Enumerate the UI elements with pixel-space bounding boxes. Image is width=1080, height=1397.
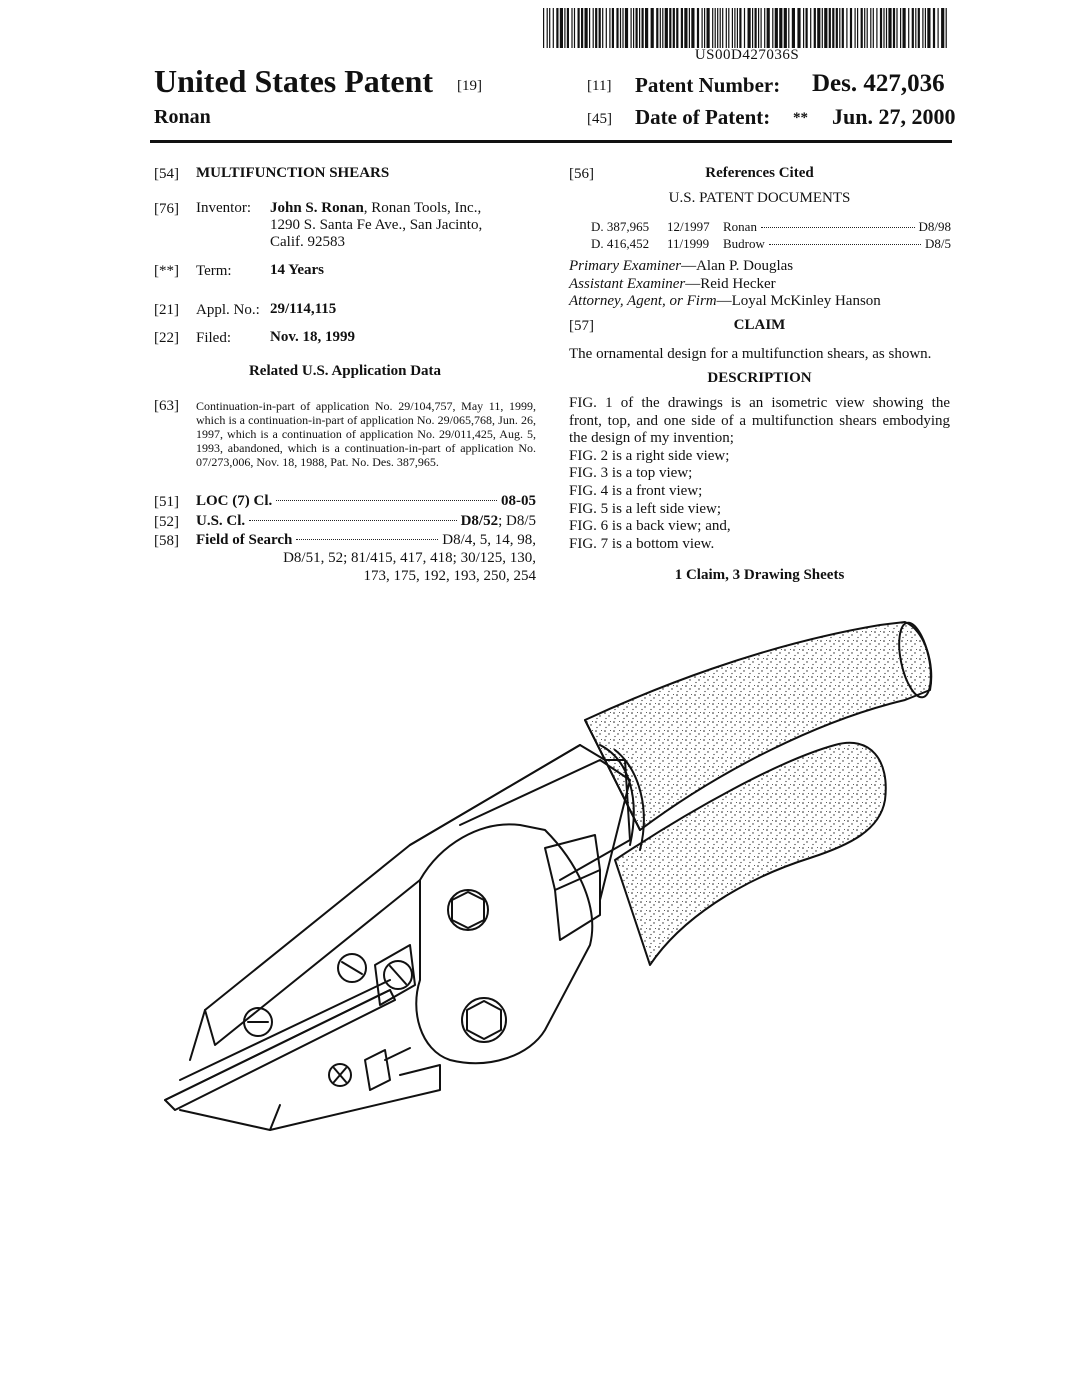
barcode-bar [633,8,634,48]
description-line: FIG. 5 is a left side view; [569,500,722,517]
barcode-bar [908,8,909,48]
barcode-bar [938,8,939,48]
field-search-line1: D8/4, 5, 14, 98, [442,532,536,548]
filed-code: [22] [154,330,179,346]
description-line: FIG. 4 is a front view; [569,482,703,499]
claim-text: The ornamental design for a multifunction shears, as shown. [569,346,932,362]
barcode-bar [788,8,789,48]
barcode-bar [873,8,874,48]
examiners-block [569,258,881,311]
refs-list [591,219,951,252]
barcode-bar [662,8,663,48]
barcode-bar [792,8,795,48]
barcode-bar [547,8,548,48]
barcode-bar [832,8,834,48]
continuation-code: [63] [154,398,179,414]
barcode-bar [836,8,838,48]
barcode-bar [737,8,738,48]
barcode-bar [739,8,741,48]
appl-code: [21] [154,302,179,318]
barcode-bar [574,8,575,48]
loc-code: [51] [154,494,179,510]
inventor-address: 1290 S. Santa Fe Ave., San Jacinto, [270,217,483,233]
barcode-bar [772,8,773,48]
barcode-bar [752,8,753,48]
field-search-line2: D8/51, 52; 81/415, 417, 418; 30/125, 130, [283,550,536,566]
barcode-bar [715,8,716,48]
barcode-bar [824,8,827,48]
barcode-bar [689,8,690,48]
barcode-bar [775,8,778,48]
barcode-bar [697,8,699,48]
primary-examiner: —Alan P. Douglas [681,258,794,274]
barcode-bar [744,8,745,48]
barcode-bar [645,8,648,48]
inventor-surname: Ronan [154,106,211,128]
barcode-bar [779,8,782,48]
barcode-bar [651,8,654,48]
leader-dots [249,520,456,521]
leader-dots [761,227,915,228]
barcode-bar [817,8,820,48]
us-class-label: U.S. Cl. [196,513,246,529]
barcode-bar [814,8,816,48]
barcode-bar [839,8,840,48]
header-divider [150,140,952,143]
description-heading: DESCRIPTION [707,370,812,386]
barcode-bar [728,8,729,48]
continuation-text: Continuation-in-part of application No. 29/104,757, May 11, 1999, which is a continuation-in-part of application No. 29/065,768, Jun. 26, 1997, which is a continuation of application No. 29/011,425, Aug. 5, 1993, abandoned, which is a continuation-in-part of application No. 07/273,006, Nov. 18, 1988, Pat. No. Des. 387,965. [196,399,536,469]
barcode-bar [784,8,787,48]
barcode-bar [702,8,703,48]
barcode-bar [712,8,713,48]
attorney-label: Attorney, Agent, or Firm [569,293,717,309]
barcode-bar [797,8,800,48]
barcode-bar [876,8,877,48]
barcode-bar [609,8,610,48]
term-label: Term: [196,263,232,279]
barcode-bar [829,8,831,48]
barcode-bar [925,8,926,48]
barcode-bar [660,8,661,48]
barcode-bar [599,8,601,48]
barcode-bar [556,8,558,48]
barcode-bar [806,8,808,48]
date-of-patent: Jun. 27, 2000 [832,104,956,129]
barcode-bar [578,8,580,48]
barcode-bar [606,8,607,48]
field-search-label: Field of Search [196,532,293,548]
barcode-bar [896,8,897,48]
barcode-bar [893,8,895,48]
barcode-bar [656,8,658,48]
loc-value: 08-05 [501,493,536,509]
barcode-bar [620,8,621,48]
barcode-bar [581,8,583,48]
term-code: [**] [154,263,179,279]
patent-number: Des. 427,036 [812,70,945,97]
us-class-secondary: ; D8/5 [498,513,536,529]
barcode-bar [567,8,569,48]
barcode-bar [684,8,687,48]
barcode-bar [883,8,884,48]
barcode-bar [631,8,632,48]
barcode-number: US00D427036S [694,47,800,63]
invention-title: MULTIFUNCTION SHEARS [196,165,390,181]
barcode-bar [864,8,865,48]
barcode-bar [639,8,640,48]
refs-subheading: U.S. PATENT DOCUMENTS [668,190,851,206]
inventor-name: John S. Ronan [270,200,364,216]
barcode-bar [861,8,863,48]
barcode-bar [589,8,590,48]
barcode-bar [593,8,594,48]
shears-drawing [150,610,950,1150]
barcode-bar [903,8,906,48]
barcode-bar [915,8,916,48]
barcode-bar [543,8,544,48]
barcode-bar [722,8,723,48]
barcode-bar [755,8,757,48]
barcode-bar [571,8,572,48]
ref-name: Ronan [723,219,757,234]
barcode-bar [595,8,597,48]
term-value: 14 Years [270,262,325,278]
barcode-bar [665,8,668,48]
claims-sheets-count: 1 Claim, 3 Drawing Sheets [674,567,845,583]
barcode-bar [855,8,856,48]
us-class-row [196,513,536,530]
barcode-bar [810,8,811,48]
barcode-bar [691,8,694,48]
date-label: Date of Patent: [635,105,771,129]
ref-date: 11/1999 [667,236,710,251]
barcode-bar [767,8,770,48]
barcode-bar [748,8,751,48]
inventor-code: [76] [154,201,179,217]
barcode-bar [857,8,858,48]
barcode-bar [560,8,563,48]
loc-row [196,493,536,510]
barcode-bar [850,8,852,48]
inventor-company: , Ronan Tools, Inc., [363,200,482,216]
barcode-bar [564,8,565,48]
barcode-bar [720,8,721,48]
barcode-bar [734,8,735,48]
claim-code: [57] [569,318,594,334]
assistant-examiner: —Reid Hecker [685,275,776,292]
appl-label: Appl. No.: [196,302,260,318]
leader-dots [769,244,921,245]
barcode-bar [673,8,675,48]
barcode-bar [717,8,718,48]
description-line: FIG. 3 is a top view; [569,465,693,482]
description-line: FIG. 1 of the drawings is an isometric view showing the [569,395,950,411]
barcode-bar [616,8,618,48]
filed-date: Nov. 18, 1999 [270,329,356,345]
ref-row [591,219,951,235]
description-text [569,395,950,553]
barcode-bar [927,8,930,48]
us-class-primary: D8/52 [460,513,499,529]
description-line: FIG. 6 is a back view; and, [569,518,731,535]
us-class-code: [52] [154,514,179,530]
barcode-bar [764,8,765,48]
ref-date: 12/1997 [667,219,710,234]
ref-class: D8/5 [925,236,951,251]
inventor-block [270,200,482,251]
patent-number-code: [11] [587,78,612,94]
barcode-bar [732,8,733,48]
barcode-bar [622,8,623,48]
barcode-bar [625,8,628,48]
barcode-bar [585,8,588,48]
leader-dots [276,500,497,501]
title-field-code: [54] [154,166,179,182]
barcode-bar [922,8,923,48]
barcode-bar [900,8,901,48]
field-search-code: [58] [154,533,179,549]
description-line: FIG. 2 is a right side view; [569,447,730,464]
refs-heading: References Cited [705,165,814,181]
barcode-bar [888,8,891,48]
description-line: the design of my invention; [569,430,734,447]
ref-row [591,236,951,252]
barcode-bar [726,8,727,48]
barcode-bar [822,8,823,48]
inventor-label: Inventor: [196,200,251,216]
ref-name: Budrow [723,236,765,251]
attorney: —Loyal McKinley Hanson [716,293,881,309]
appl-number: 29/114,115 [270,301,337,317]
barcode-bar [842,8,844,48]
date-term-mark: ** [793,110,808,126]
field-search-continued [196,550,536,585]
primary-examiner-label: Primary Examiner [569,258,682,274]
barcode-bar [642,8,644,48]
barcode-bar [602,8,603,48]
barcode-bar [880,8,882,48]
barcode-bar [946,8,947,48]
refs-code: [56] [569,166,594,182]
field-search-line3: 173, 175, 192, 193, 250, 254 [363,567,536,584]
barcode-bar [707,8,710,48]
related-data-heading: Related U.S. Application Data [248,363,442,379]
barcode-bar [636,8,638,48]
barcode-bar [933,8,935,48]
barcode-bar [549,8,550,48]
description-line: front, top, and one side of a multifunction shears embodying [569,412,950,429]
loc-label: LOC (7) Cl. [196,493,273,509]
filed-label: Filed: [196,330,232,346]
barcode [543,8,951,48]
patent-title: United States Patent [154,63,434,99]
description-line: FIG. 7 is a bottom view. [569,535,715,552]
leader-dots [296,539,438,540]
barcode-bar [846,8,847,48]
field-search-row [196,532,536,549]
barcode-bar [676,8,678,48]
ref-class: D8/98 [918,219,951,234]
inventor-city: Calif. 92583 [270,234,345,250]
barcode-bar [918,8,920,48]
barcode-bar [704,8,705,48]
date-code: [45] [587,111,612,127]
claim-heading: CLAIM [733,317,786,333]
barcode-bar [681,8,683,48]
barcode-bar [912,8,914,48]
ref-number: D. 387,965 [591,219,650,234]
title-code: [19] [457,78,482,94]
barcode-bar [867,8,868,48]
barcode-bar [761,8,762,48]
ref-number: D. 416,452 [591,236,650,251]
barcode-bar [803,8,804,48]
barcode-bar [758,8,759,48]
barcode-bar [669,8,671,48]
barcode-bar [553,8,554,48]
barcode-bar [870,8,871,48]
barcode-bar [941,8,944,48]
assistant-examiner-label: Assistant Examiner [569,275,686,292]
barcode-bar [886,8,887,48]
patent-number-label: Patent Number: [635,73,781,97]
barcode-bar [612,8,614,48]
